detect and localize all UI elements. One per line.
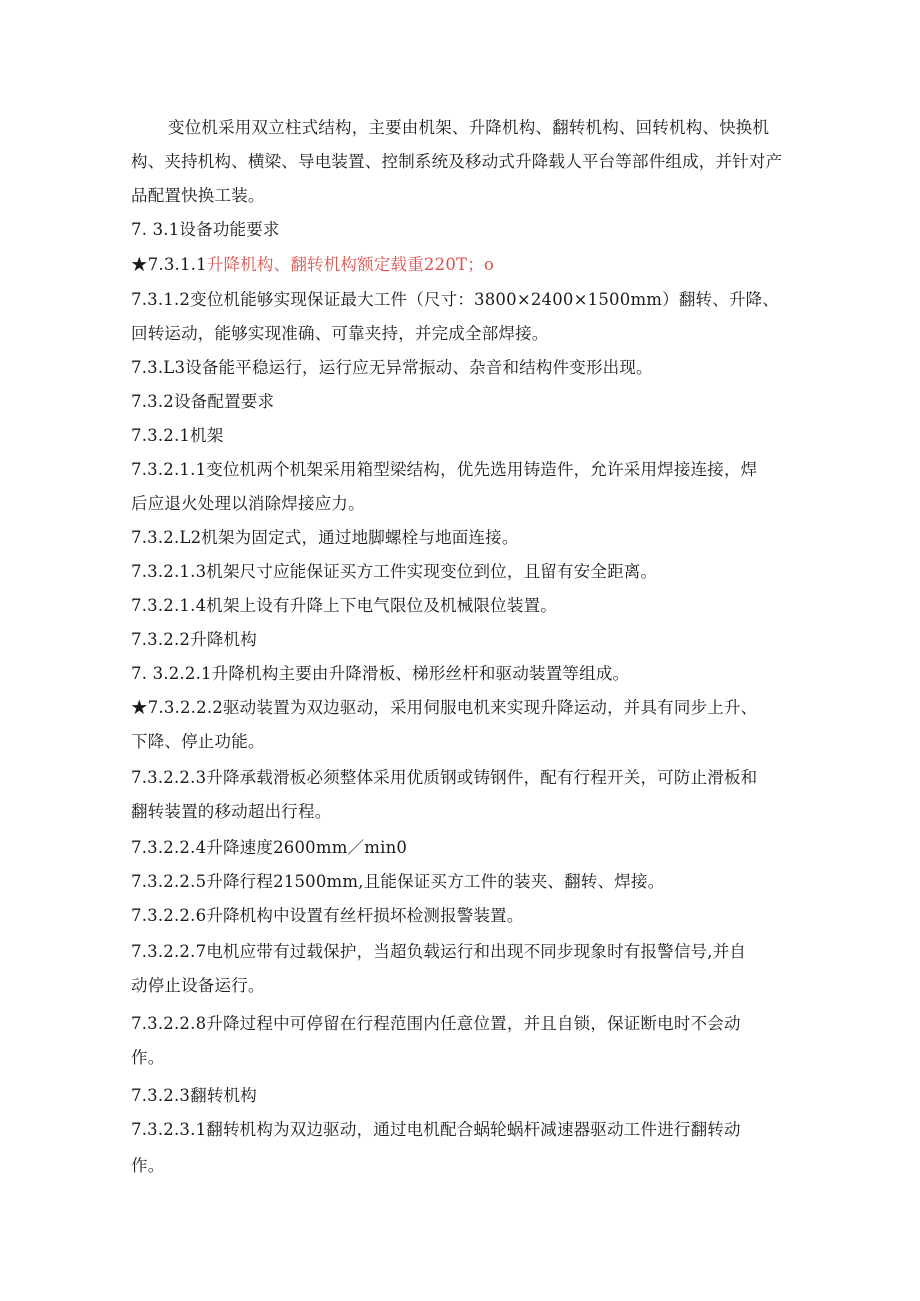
item-7-3-2-2-2-line-1: ★7.3.2.2.2驱动装置为双边驱动，采用伺服电机来实现升降运动，并具有同步上升、: [131, 698, 758, 717]
item-7-3-2-1-1-line-1: 7.3.2.1.1变位机两个机架采用箱型梁结构，优先选用铸造件，允许采用焊接连接，焊: [131, 460, 758, 479]
item-7-3-1-1-number: ★7.3.1.1: [131, 255, 207, 274]
item-7-3-2-2-7-line-1: 7.3.2.2.7电机应带有过载保护，当超负载运行和出现不同步现象时有报警信号,并自: [131, 942, 747, 961]
item-7-3-2-2-1: 7. 3.2.2.1升降机构主要由升降滑板、梯形丝杆和驱动装置等组成。: [131, 664, 630, 683]
item-7-3-2-2-2-line-2: 下降、停止功能。: [131, 732, 265, 751]
item-7-3-2-3-1-line-2: 作。: [131, 1156, 165, 1175]
section-heading-7-3-2-3: 7.3.2.3翻转机构: [131, 1086, 257, 1105]
item-7-3-2-2-8-line-1: 7.3.2.2.8升降过程中可停留在行程范围内任意位置，并且自锁，保证断电时不会动: [131, 1014, 741, 1033]
paragraph-intro-line-1: 变位机采用双立柱式结构，主要由机架、升降机构、翻转机构、回转机构、快换机: [168, 118, 770, 137]
section-heading-7-3-2: 7.3.2设备配置要求: [131, 392, 275, 411]
item-7-3-2-3-1-line-1: 7.3.2.3.1翻转机构为双边驱动，通过电机配合蜗轮蜗杆减速器驱动工件进行翻转动: [131, 1120, 741, 1139]
section-heading-7-3-1: 7. 3.1设备功能要求: [131, 220, 280, 239]
item-7-3-2-2-3-line-2: 翻转装置的移动超出行程。: [131, 802, 332, 821]
item-7-3-2-2-7-line-2: 动停止设备运行。: [131, 976, 265, 995]
item-7-3-1-2-line-2: 回转运动，能够实现准确、可靠夹持，并完成全部焊接。: [131, 324, 549, 343]
item-7-3-1-2-line-1: 7.3.1.2变位机能够实现保证最大工件（尺寸：3800×2400×1500mm）翻转、升降、: [131, 290, 780, 309]
paragraph-intro-line-2: 构、夹持机构、横梁、导电装置、控制系统及移动式升降载人平台等部件组成，并针对产: [131, 152, 783, 171]
section-heading-7-3-2-1: 7.3.2.1机架: [131, 426, 224, 445]
item-7-3-2-2-6: 7.3.2.2.6升降机构中设置有丝杆损坏检测报警装置。: [131, 906, 524, 925]
item-7-3-1-3: 7.3.L3设备能平稳运行，运行应无异常振动、杂音和结构件变形出现。: [131, 358, 653, 377]
item-7-3-2-1-2: 7.3.2.L2机架为固定式，通过地脚螺栓与地面连接。: [131, 528, 519, 547]
item-7-3-2-1-3: 7.3.2.1.3机架尺寸应能保证买方工件实现变位到位，且留有安全距离。: [131, 562, 658, 581]
item-7-3-2-1-4: 7.3.2.1.4机架上设有升降上下电气限位及机械限位装置。: [131, 596, 557, 615]
item-7-3-2-2-5: 7.3.2.2.5升降行程21500mm,且能保证买方工件的装夹、翻转、焊接。: [131, 872, 665, 891]
item-7-3-2-2-4: 7.3.2.2.4升降速度2600mm／min0: [131, 838, 408, 857]
item-7-3-2-2-3-line-1: 7.3.2.2.3升降承载滑板必须整体采用优质钢或铸钢件，配有行程开关，可防止滑板和: [131, 768, 758, 787]
item-7-3-2-1-1-line-2: 后应退火处理以消除焊接应力。: [131, 494, 365, 513]
paragraph-intro-line-3: 品配置快换工装。: [131, 186, 265, 205]
item-7-3-1-1: [131, 255, 791, 275]
item-7-3-2-2-8-line-2: 作。: [131, 1048, 165, 1067]
section-heading-7-3-2-2: 7.3.2.2升降机构: [131, 630, 257, 649]
item-7-3-1-1-highlighted-text: 升降机构、翻转机构额定载重220T；o: [206, 255, 495, 274]
